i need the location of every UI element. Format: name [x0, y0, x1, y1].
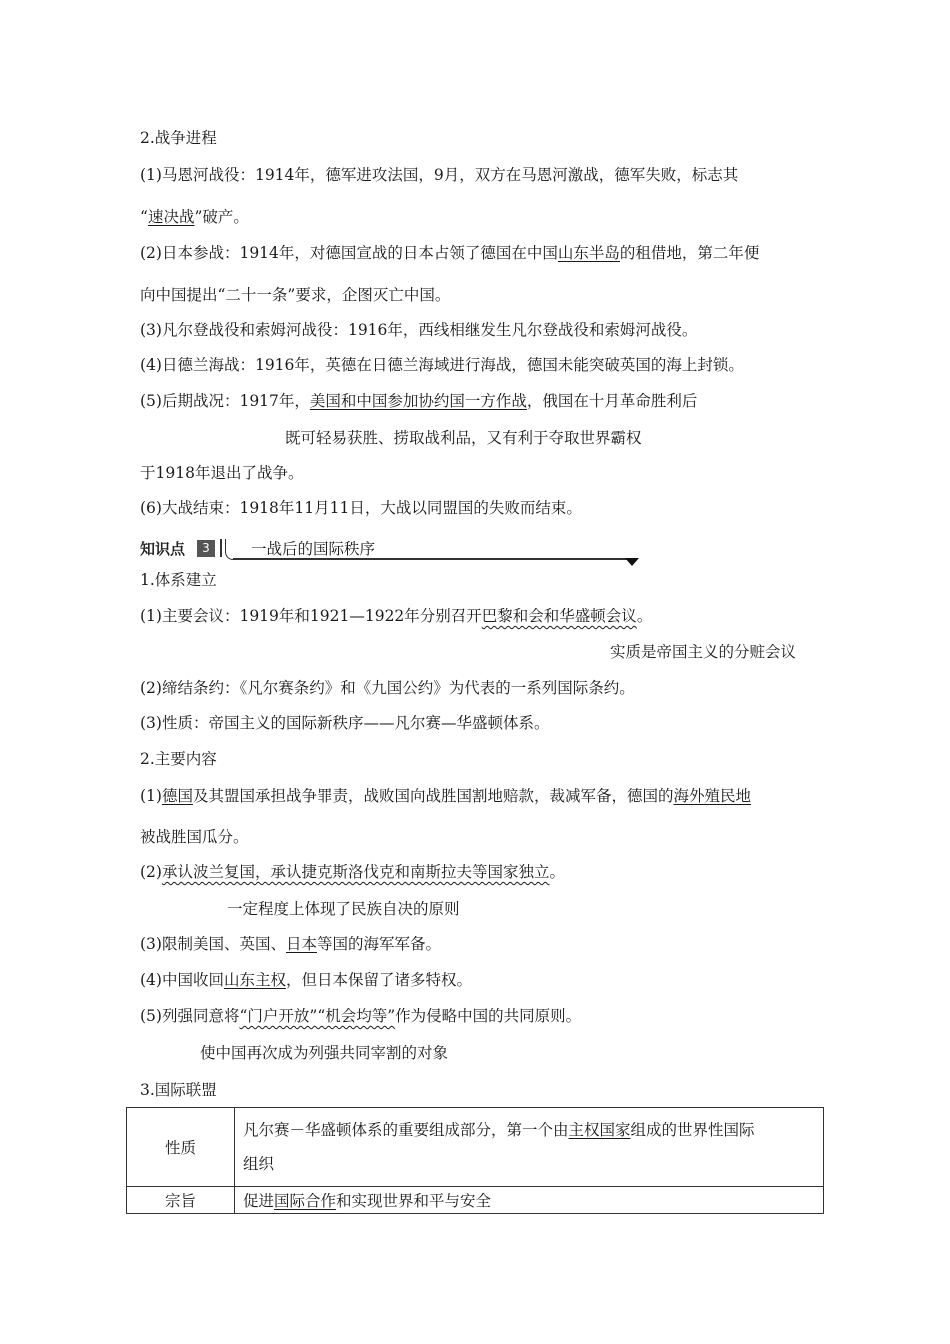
text: ，俄国在十月革命胜利后: [526, 392, 698, 410]
text: (5)列强同意将: [140, 1007, 240, 1025]
text: 的租借地，第二年便: [619, 244, 760, 262]
annotation-note: 一定程度上体现了民族自决的原则: [227, 900, 460, 918]
table-row: [127, 1108, 824, 1187]
text: “: [140, 208, 148, 226]
paragraph-marne-line1: (1)马恩河战役：1914年，德军进攻法国，9月，双方在马恩河激战，德军失败，标志其: [140, 166, 739, 184]
paragraph-jutland: (4)日德兰海战：1916年，英德在日德兰海域进行海战，德国未能突破英国的海上封锁。: [140, 356, 744, 374]
underlined-term: 国际合作: [274, 1192, 337, 1210]
annotation-note: 实质是帝国主义的分赃会议: [610, 643, 797, 661]
text: (1)主要会议：1919年和1921—1922年分别召开: [140, 607, 482, 625]
paragraph-verdun: (3)凡尔登战役和索姆河战役：1916年，西线相继发生凡尔登战役和索姆河战役。: [140, 321, 698, 339]
table-cell: [235, 1187, 824, 1214]
paragraph-content-5: [140, 1004, 581, 1026]
paragraph-late-war: [140, 389, 697, 411]
text: 组成的世界性国际: [630, 1121, 755, 1139]
text: 等国的海军军备。: [316, 935, 441, 953]
underlined-term: 主权国家: [568, 1121, 631, 1139]
text: ，但日本保留了诸多特权。: [285, 971, 472, 989]
wavy-underlined-term: 承认波兰复国，承认捷克斯洛伐克和南斯拉夫等国家独立: [161, 863, 550, 881]
paragraph-content-1: [140, 784, 751, 806]
paragraph-content-4: [140, 968, 472, 990]
paragraph-treaties: (2)缔结条约：《凡尔赛条约》和《九国公约》为代表的一系列国际条约。: [140, 679, 635, 697]
underlined-term: 山东主权: [223, 971, 286, 989]
knowledge-point-label: 知识点: [140, 540, 186, 558]
text: 。: [636, 607, 653, 625]
table-cell-line: [243, 1113, 815, 1147]
table-cell: [235, 1108, 824, 1187]
table-cell-line: 组织: [243, 1155, 275, 1173]
paragraph-late-war-line2: 于1918年退出了战争。: [140, 464, 304, 482]
text: (2): [140, 863, 162, 881]
table-row-label: 性质: [127, 1108, 235, 1187]
text: 。: [549, 863, 565, 881]
paragraph-content-3: [140, 932, 441, 954]
underlined-term: 德国: [161, 787, 193, 805]
text: 和实现世界和平与安全: [336, 1192, 492, 1210]
wavy-underlined-term: 巴黎和会和华盛顿会议: [481, 607, 637, 625]
paragraph-japan-line1: [140, 241, 759, 263]
section-heading-league: 3.国际联盟: [140, 1081, 217, 1099]
underlined-term: 速决战: [147, 208, 195, 226]
text: (2)日本参战：1914年，对德国宣战的日本占领了德国在中国: [140, 244, 558, 262]
text: 及其盟国承担战争罪责，战败国向战胜国割地赔款，裁减军备，德国的: [192, 787, 674, 805]
text: ”破产。: [194, 208, 249, 226]
text: (5)后期战况：1917年，: [140, 392, 310, 410]
bracket-decoration: [225, 539, 236, 560]
underlined-term: 日本: [285, 935, 317, 953]
table-row-label: 宗旨: [127, 1187, 235, 1214]
section-heading-war-progress: 2.战争进程: [140, 129, 217, 147]
paragraph-conferences: [140, 604, 652, 626]
section-heading-content: 2.主要内容: [140, 750, 217, 768]
underlined-term: 海外殖民地: [673, 787, 752, 805]
underlined-term: 美国和中国参加协约国一方作战: [309, 392, 527, 410]
section-heading-system: 1.体系建立: [140, 571, 217, 589]
paragraph-marne-line2: [140, 205, 249, 227]
league-table: [126, 1107, 824, 1214]
text: 凡尔赛－华盛顿体系的重要组成部分，第一个由: [243, 1121, 569, 1139]
knowledge-point-title: 一战后的国际秩序: [251, 540, 376, 558]
paragraph-nature: (3)性质：帝国主义的国际新秩序——凡尔赛—华盛顿体系。: [140, 714, 550, 732]
triangle-marker-icon: [625, 558, 639, 566]
paragraph-content-1-line2: 被战胜国瓜分。: [140, 828, 249, 846]
paragraph-content-2: [140, 860, 565, 882]
annotation-note: 既可轻易获胜、捞取战利品，又有利于夺取世界霸权: [285, 429, 642, 447]
divider: [220, 539, 222, 557]
underlined-term: 山东半岛: [557, 244, 620, 262]
knowledge-point-number: 3: [197, 540, 215, 557]
wavy-underlined-term: “门户开放”“机会均等”: [239, 1007, 396, 1025]
knowledge-point-header: [140, 537, 640, 567]
paragraph-war-end: (6)大战结束：1918年11月11日，大战以同盟国的失败而结束。: [140, 499, 582, 517]
paragraph-japan-line2: 向中国提出“二十一条”要求，企图灭亡中国。: [140, 286, 451, 304]
table-row: [127, 1187, 824, 1214]
text: (4)中国收回: [140, 971, 224, 989]
annotation-note: 使中国再次成为列强共同宰割的对象: [200, 1044, 449, 1062]
text: 促进: [243, 1192, 275, 1210]
text: (3)限制美国、英国、: [140, 935, 286, 953]
text: 作为侵略中国的共同原则。: [395, 1007, 582, 1025]
text: (1): [140, 787, 162, 805]
